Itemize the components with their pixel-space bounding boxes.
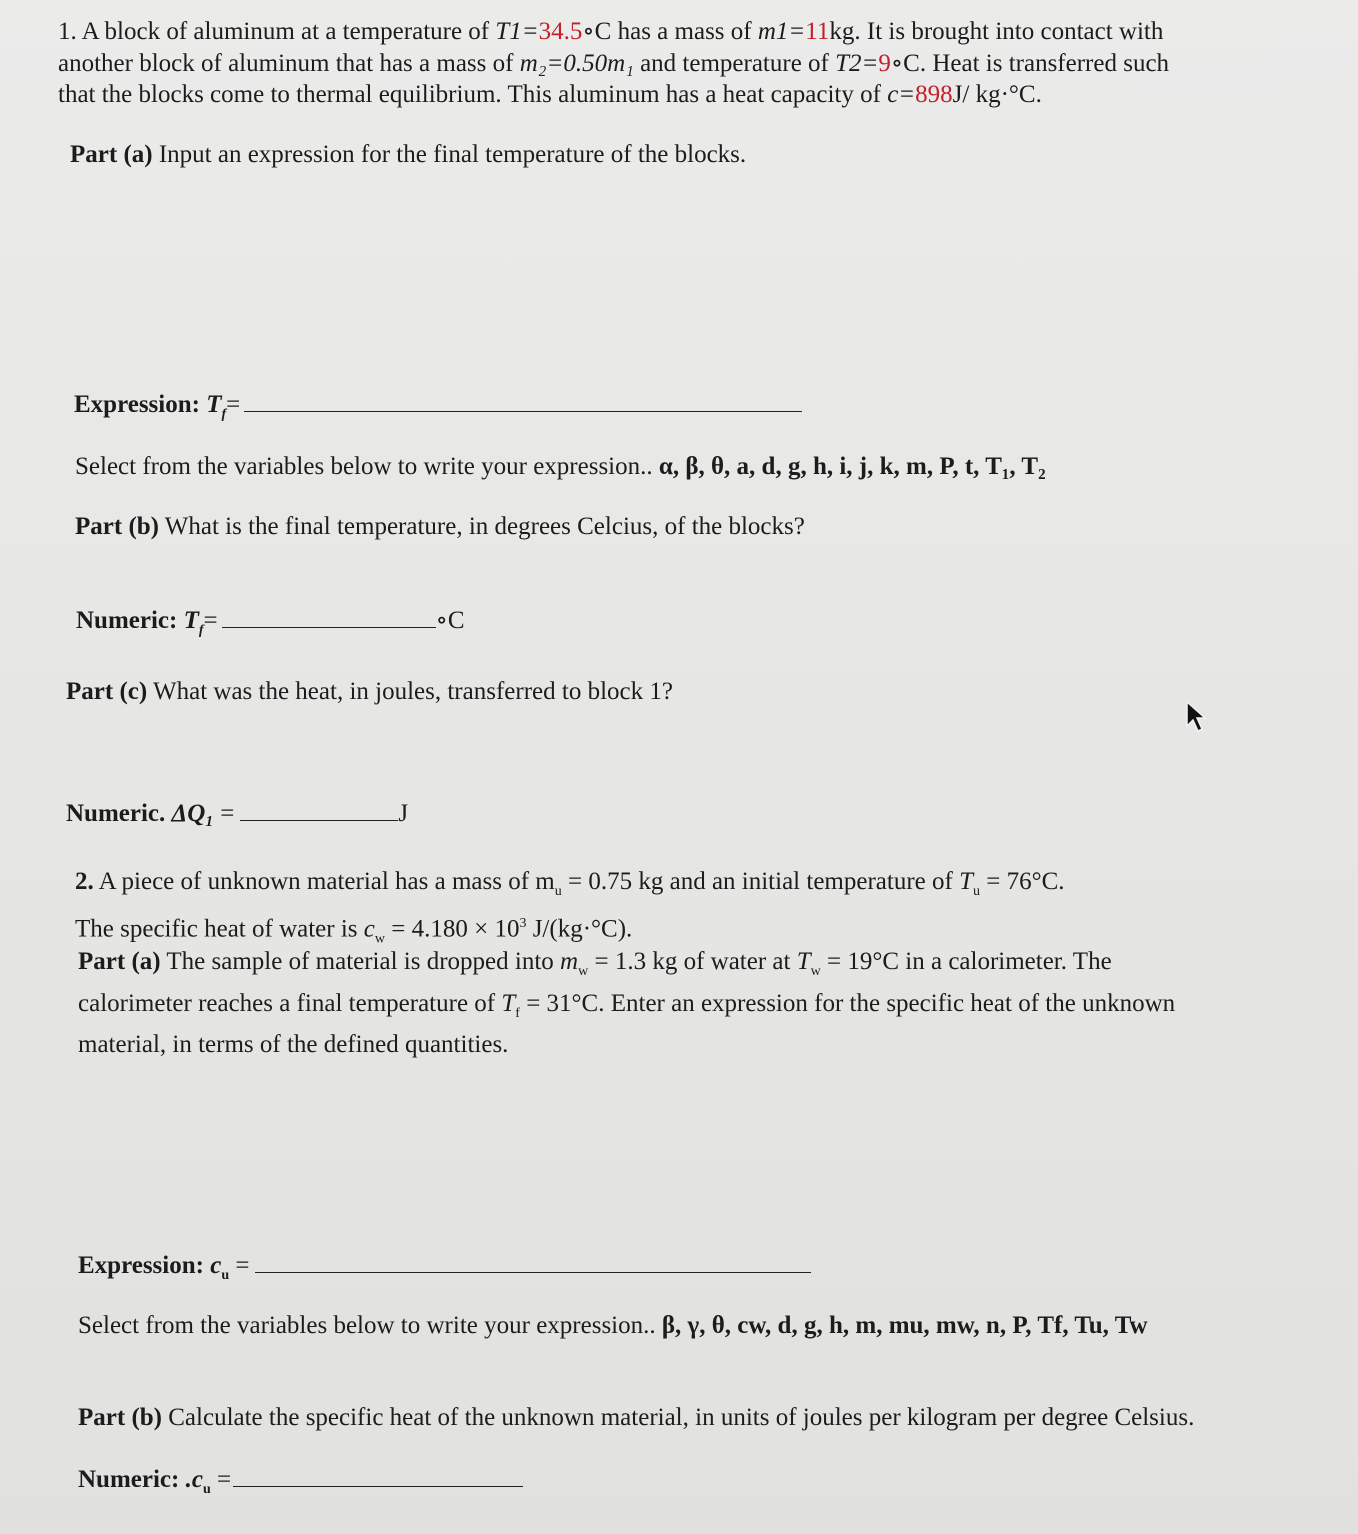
q2-part-a-line-1: Part (a) The sample of material is dropped into $m_w = 1.3$ kg of water at $T_w = 19^\circ C$ in a calorimeter. The: [78, 948, 1112, 979]
q2-select-vars-a: Select from the variables below to write your expression.. β, γ, θ, cw, d, g, h, m, mu, mw, n, P, Tf, Tu, Tw: [78, 1312, 1148, 1339]
q1-part-c: Part (c) What was the heat, in joules, transferred to block 1?: [66, 678, 673, 705]
q2-statement: [75, 866, 1065, 954]
q2-part-a-line-3: material, in terms of the defined quantities.: [78, 1031, 509, 1058]
q1-line-2: another block of aluminum that has a mass of m₂=0.50m₁ and temperature of T2=9∘C. Heat is transferred such: [58, 49, 1170, 77]
q2-expression-a: Expression: $c_u$ =: [78, 1248, 811, 1292]
q1-line-3: that the blocks come to thermal equilibrium. This aluminum has a heat capacity of c=898J/ kg·°C.: [58, 81, 1042, 108]
q1-expression-a: Expression: $T_f=$: [74, 387, 802, 431]
q1-numeric-b-input[interactable]: [222, 603, 436, 628]
q2-line-2: The specific heat of water is $c_w = 4.180 \times 10^3$ J/(kg·°C).: [75, 914, 633, 946]
q2-numeric-b-input[interactable]: [233, 1462, 523, 1487]
q1-line-1: 1. A block of aluminum at a temperature of T1=34.5∘C has a mass of m1=11kg. It is brought into contact with: [58, 18, 1164, 45]
q2-expression-input[interactable]: [255, 1248, 811, 1273]
q2-line-1: 2. A piece of unknown material has a mass of $m_u = 0.75$ kg and an initial temperature of $T_u = 76^\circ C$.: [75, 868, 1065, 899]
q1-numeric-b: Numeric: $T_f=$ ∘C: [76, 603, 465, 647]
q2-part-b: Part (b) Calculate the specific heat of the unknown material, in units of joules per kilogram per degree Celsius.: [78, 1404, 1195, 1431]
q2-part-a: [78, 946, 1175, 1061]
q1-numeric-c: Numeric. ΔQ₁ = J: [66, 796, 408, 830]
q1-part-a: Part (a) Input an expression for the final temperature of the blocks.: [70, 141, 747, 168]
q1-expression-input[interactable]: [244, 387, 802, 412]
q1-numeric-c-input[interactable]: [240, 796, 398, 821]
q2-numeric-b: Numeric: $.c_u$ =: [78, 1462, 523, 1506]
q2-part-a-line-2: calorimeter reaches a final temperature of $T_f = 31^\circ C$. Enter an expression for the specific heat of the unknown: [78, 989, 1176, 1021]
q1-statement: [58, 16, 1169, 111]
q1-select-vars-a: Select from the variables below to write your expression.. α, β, θ, a, d, g, h, i, j, k, m, P, t, T₁, T₂: [75, 453, 1046, 480]
q1-part-b: Part (b) What is the final temperature, in degrees Celcius, of the blocks?: [75, 513, 805, 540]
cursor-arrow-icon: [1184, 700, 1210, 734]
